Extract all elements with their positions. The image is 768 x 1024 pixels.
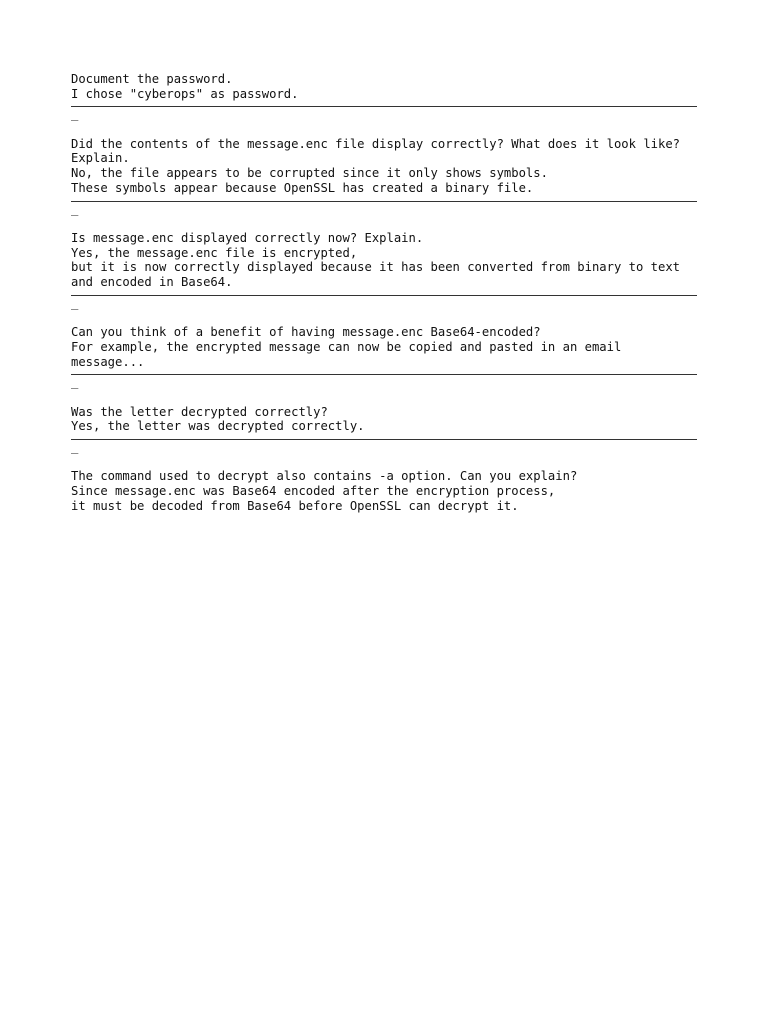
answer-text: Since message.enc was Base64 encoded after the encryption process, [71, 484, 556, 499]
qa-section-base64-benefit [71, 325, 697, 369]
answer-text: but it is now correctly displayed because it has been converted from binary to text [71, 260, 681, 275]
separator-mark: _ [71, 295, 79, 310]
qa-section-message-display [71, 137, 697, 196]
separator-mark: _ [71, 201, 79, 216]
answer-text: and encoded in Base64. [71, 275, 233, 290]
qa-section-password [71, 72, 697, 101]
answer-text: These symbols appear because OpenSSL has created a binary file. [71, 180, 534, 195]
separator-mark: _ [71, 440, 79, 455]
answer-text: Yes, the letter was decrypted correctly. [71, 419, 365, 434]
answer-text: No, the file appears to be corrupted since it only shows symbols. [71, 166, 548, 181]
separator-mark: _ [71, 107, 79, 122]
question-text: Did the contents of the message.enc file display correctly? What does it look like? [71, 136, 681, 151]
answer-text: I chose "cyberops" as password. [71, 86, 299, 101]
answer-text: For example, the encrypted message can now be copied and pasted in an email [71, 339, 622, 354]
qa-section-decrypt-option [71, 469, 697, 513]
answer-text: Yes, the message.enc file is encrypted, [71, 245, 358, 260]
question-text: Was the letter decrypted correctly? [71, 404, 328, 419]
question-text: Is message.enc displayed correctly now? Explain. [71, 230, 424, 245]
qa-section-displayed-now [71, 231, 697, 290]
document-page [71, 72, 697, 514]
question-text: Document the password. [71, 72, 233, 86]
question-text-wrap: Explain. [71, 151, 130, 166]
answer-text: message... [71, 354, 145, 369]
separator-mark: _ [71, 375, 79, 390]
question-text: The command used to decrypt also contains -a option. Can you explain? [71, 469, 578, 484]
question-text: Can you think of a benefit of having message.enc Base64-encoded? [71, 325, 541, 340]
answer-text: it must be decoded from Base64 before OpenSSL can decrypt it. [71, 498, 519, 513]
qa-section-letter-decrypted [71, 405, 697, 434]
